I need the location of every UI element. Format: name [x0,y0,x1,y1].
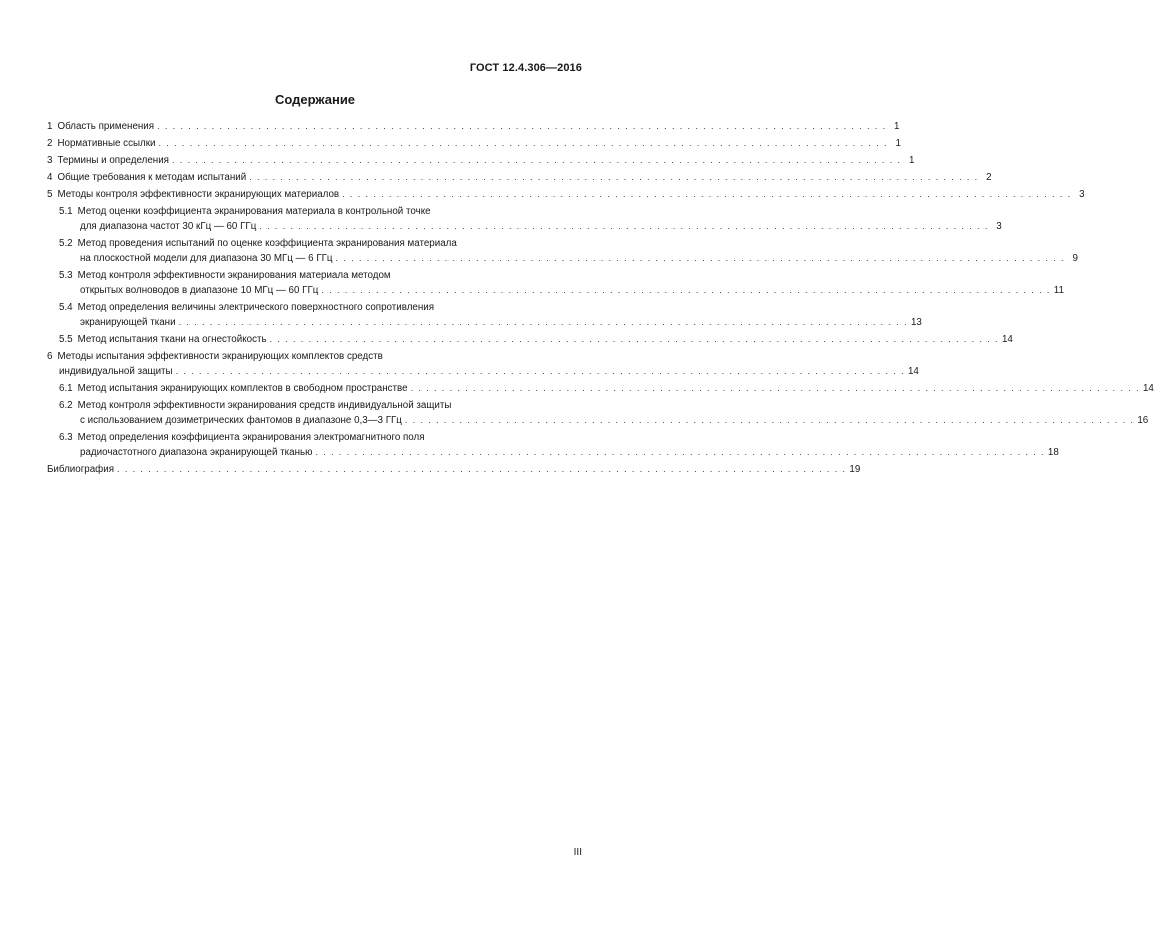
page-number: III [573,847,582,858]
toc-entry-title: Метод испытания ткани на огнестойкость [77,334,267,345]
toc-entry-title: Метод определения величины электрического поверхностного сопротивления [77,302,435,313]
dot-leader: . . . . . . . . . . . . . . . . . . . . . . . . . . . . . . . . . . . . . . . . . . . . . . . . . . . . . . . . . . . . . . . . . . . . . . . . . . . . . . . . . . . . . . . . . . . . . . [158,138,888,148]
table-of-contents [47,119,1154,477]
toc-entry-title: Метод контроля эффективности экранирования средств индивидуальной защиты [77,400,452,411]
toc-entry-title: Методы испытания эффективности экранирующих комплектов средств [57,351,383,362]
dot-leader: . . . . . . . . . . . . . . . . . . . . . . . . . . . . . . . . . . . . . . . . . . . . . . . . . . . . . . . . . . . . . . . . . . . . . . . . . . . . . . . . . . . . . . . . . . . . . . [404,415,1135,425]
toc-entry-1[interactable] [47,119,900,134]
dot-leader: . . . . . . . . . . . . . . . . . . . . . . . . . . . . . . . . . . . . . . . . . . . . . . . . . . . . . . . . . . . . . . . . . . . . . . . . . . . . . . . . . . . . . . . . . . . . . . [315,447,1045,457]
dot-leader: . . . . . . . . . . . . . . . . . . . . . . . . . . . . . . . . . . . . . . . . . . . . . . . . . . . . . . . . . . . . . . . . . . . . . . . . . . . . . . . . . . . . . . . . . . . . . . [157,121,887,131]
toc-entry-title: Общие требования к методам испытаний [57,172,247,183]
toc-entry-number: 3 [47,155,53,166]
toc-entry-6-3[interactable] [47,430,1059,460]
toc-entry-title: Метод испытания экранирующих комплектов в свободном пространстве [77,383,408,394]
dot-leader: . . . . . . . . . . . . . . . . . . . . . . . . . . . . . . . . . . . . . . . . . . . . . . . . . . . . . . . . . . . . . . . . . . . . . . . . . . . . . . . . . . . . . . . . . . . . . . [342,189,1072,199]
toc-entry-title: Метод определения коэффициента экранирования электромагнитного поля [77,432,425,443]
toc-entry-number: 6.2 [59,400,73,411]
toc-entry-page: 2 [986,172,992,183]
toc-entry-4[interactable] [47,170,992,185]
toc-entry-number: 5.1 [59,206,73,217]
toc-entry-5-2[interactable] [47,236,1078,266]
dot-leader: . . . . . . . . . . . . . . . . . . . . . . . . . . . . . . . . . . . . . . . . . . . . . . . . . . . . . . . . . . . . . . . . . . . . . . . . . . . . . . . . . . . . . . . . . . . . . . [175,366,905,376]
toc-entry-title: Метод оценки коэффициента экранирования материала в контрольной точке [77,206,431,217]
toc-entry-page: 16 [1137,415,1149,426]
toc-entry-page: 3 [996,221,1002,232]
toc-entry-page: 19 [849,464,861,475]
toc-entry-number: 5.5 [59,334,73,345]
document-code: ГОСТ 12.4.306—2016 [469,62,582,74]
toc-entry-title-continued: на плоскостной модели для диапазона 30 МГц — 6 ГГц [80,253,333,264]
toc-entry-title: Область применения [57,121,155,132]
toc-entry-page: 14 [1001,334,1013,345]
toc-entry-number: 5 [47,189,53,200]
toc-entry-2[interactable] [47,136,901,151]
toc-entry-5-5[interactable] [47,332,1013,347]
toc-entry-bibliography[interactable] [47,462,861,477]
toc-entry-3[interactable] [47,153,915,168]
dot-leader: . . . . . . . . . . . . . . . . . . . . . . . . . . . . . . . . . . . . . . . . . . . . . . . . . . . . . . . . . . . . . . . . . . . . . . . . . . . . . . . . . . . . . . . . . . . . . . [410,383,1140,393]
toc-entry-title-continued: открытых волноводов в диапазоне 10 МГц — 60 ГГц [80,285,319,296]
dot-leader: . . . . . . . . . . . . . . . . . . . . . . . . . . . . . . . . . . . . . . . . . . . . . . . . . . . . . . . . . . . . . . . . . . . . . . . . . . . . . . . . . . . . . . . . . . . . . . [269,334,999,344]
toc-entry-page: 1 [895,138,901,149]
dot-leader: . . . . . . . . . . . . . . . . . . . . . . . . . . . . . . . . . . . . . . . . . . . . . . . . . . . . . . . . . . . . . . . . . . . . . . . . . . . . . . . . . . . . . . . . . . . . . . [249,172,979,182]
toc-entry-page: 18 [1047,447,1059,458]
toc-entry-title: Метод контроля эффективности экранирования материала методом [77,270,391,281]
toc-entry-5[interactable] [47,187,1085,202]
toc-entry-title: Нормативные ссылки [57,138,156,149]
toc-entry-5-3[interactable] [47,268,1064,298]
toc-entry-page: 11 [1053,285,1064,296]
toc-entry-page: 13 [910,317,922,328]
dot-leader: . . . . . . . . . . . . . . . . . . . . . . . . . . . . . . . . . . . . . . . . . . . . . . . . . . . . . . . . . . . . . . . . . . . . . . . . . . . . . . . . . . . . . . . . . . . . . . [335,253,1065,263]
toc-entry-title-continued: радиочастотного диапазона экранирующей тканью [80,447,313,458]
toc-entry-number: 5.3 [59,270,73,281]
toc-entry-page: 3 [1079,189,1085,200]
dot-leader: . . . . . . . . . . . . . . . . . . . . . . . . . . . . . . . . . . . . . . . . . . . . . . . . . . . . . . . . . . . . . . . . . . . . . . . . . . . . . . . . . . . . . . . . . . . . . . [117,464,847,474]
toc-entry-6[interactable] [47,349,919,379]
toc-entry-title-continued: для диапазона частот 30 кГц — 60 ГГц [80,221,257,232]
toc-entry-6-2[interactable] [47,398,1149,428]
toc-entry-number: 5.4 [59,302,73,313]
toc-entry-page: 1 [894,121,900,132]
toc-entry-title-continued: с использованием дозиметрических фантомов в диапазоне 0,3—3 ГГц [80,415,402,426]
dot-leader: . . . . . . . . . . . . . . . . . . . . . . . . . . . . . . . . . . . . . . . . . . . . . . . . . . . . . . . . . . . . . . . . . . . . . . . . . . . . . . . . . . . . . . . . . . . . . . [178,317,908,327]
toc-entry-number: 2 [47,138,53,149]
dot-leader: . . . . . . . . . . . . . . . . . . . . . . . . . . . . . . . . . . . . . . . . . . . . . . . . . . . . . . . . . . . . . . . . . . . . . . . . . . . . . . . . . . . . . . . . . . . . . . [172,155,902,165]
toc-entry-number: 6.3 [59,432,73,443]
dot-leader: . . . . . . . . . . . . . . . . . . . . . . . . . . . . . . . . . . . . . . . . . . . . . . . . . . . . . . . . . . . . . . . . . . . . . . . . . . . . . . . . . . . . . . . . . . . . . . [321,285,1051,295]
toc-entry-page: 1 [908,155,915,166]
toc-entry-number: 6.1 [59,383,73,394]
toc-entry-title: Библиография [47,464,115,475]
toc-entry-number: 4 [47,172,53,183]
toc-entry-title: Термины и определения [57,155,169,166]
toc-entry-number: 5.2 [59,238,73,249]
toc-entry-5-1[interactable] [47,204,1002,234]
toc-entry-title: Метод проведения испытаний по оценке коэффициента экранирования материала [77,238,457,249]
toc-entry-number: 6 [47,351,53,362]
toc-entry-title: Методы контроля эффективности экранирующих материалов [57,189,340,200]
toc-entry-6-1[interactable] [47,381,1154,396]
toc-entry-page: 14 [1142,383,1154,394]
toc-entry-page: 9 [1072,253,1078,264]
toc-entry-title-continued: экранирующей ткани [80,317,176,328]
toc-entry-page: 14 [907,366,919,377]
toc-title: Содержание [274,92,356,107]
toc-entry-number: 1 [47,121,53,132]
toc-entry-title-continued: индивидуальной защиты [59,366,173,377]
toc-entry-5-4[interactable] [47,300,922,330]
dot-leader: . . . . . . . . . . . . . . . . . . . . . . . . . . . . . . . . . . . . . . . . . . . . . . . . . . . . . . . . . . . . . . . . . . . . . . . . . . . . . . . . . . . . . . . . . . . . . . [259,221,989,231]
